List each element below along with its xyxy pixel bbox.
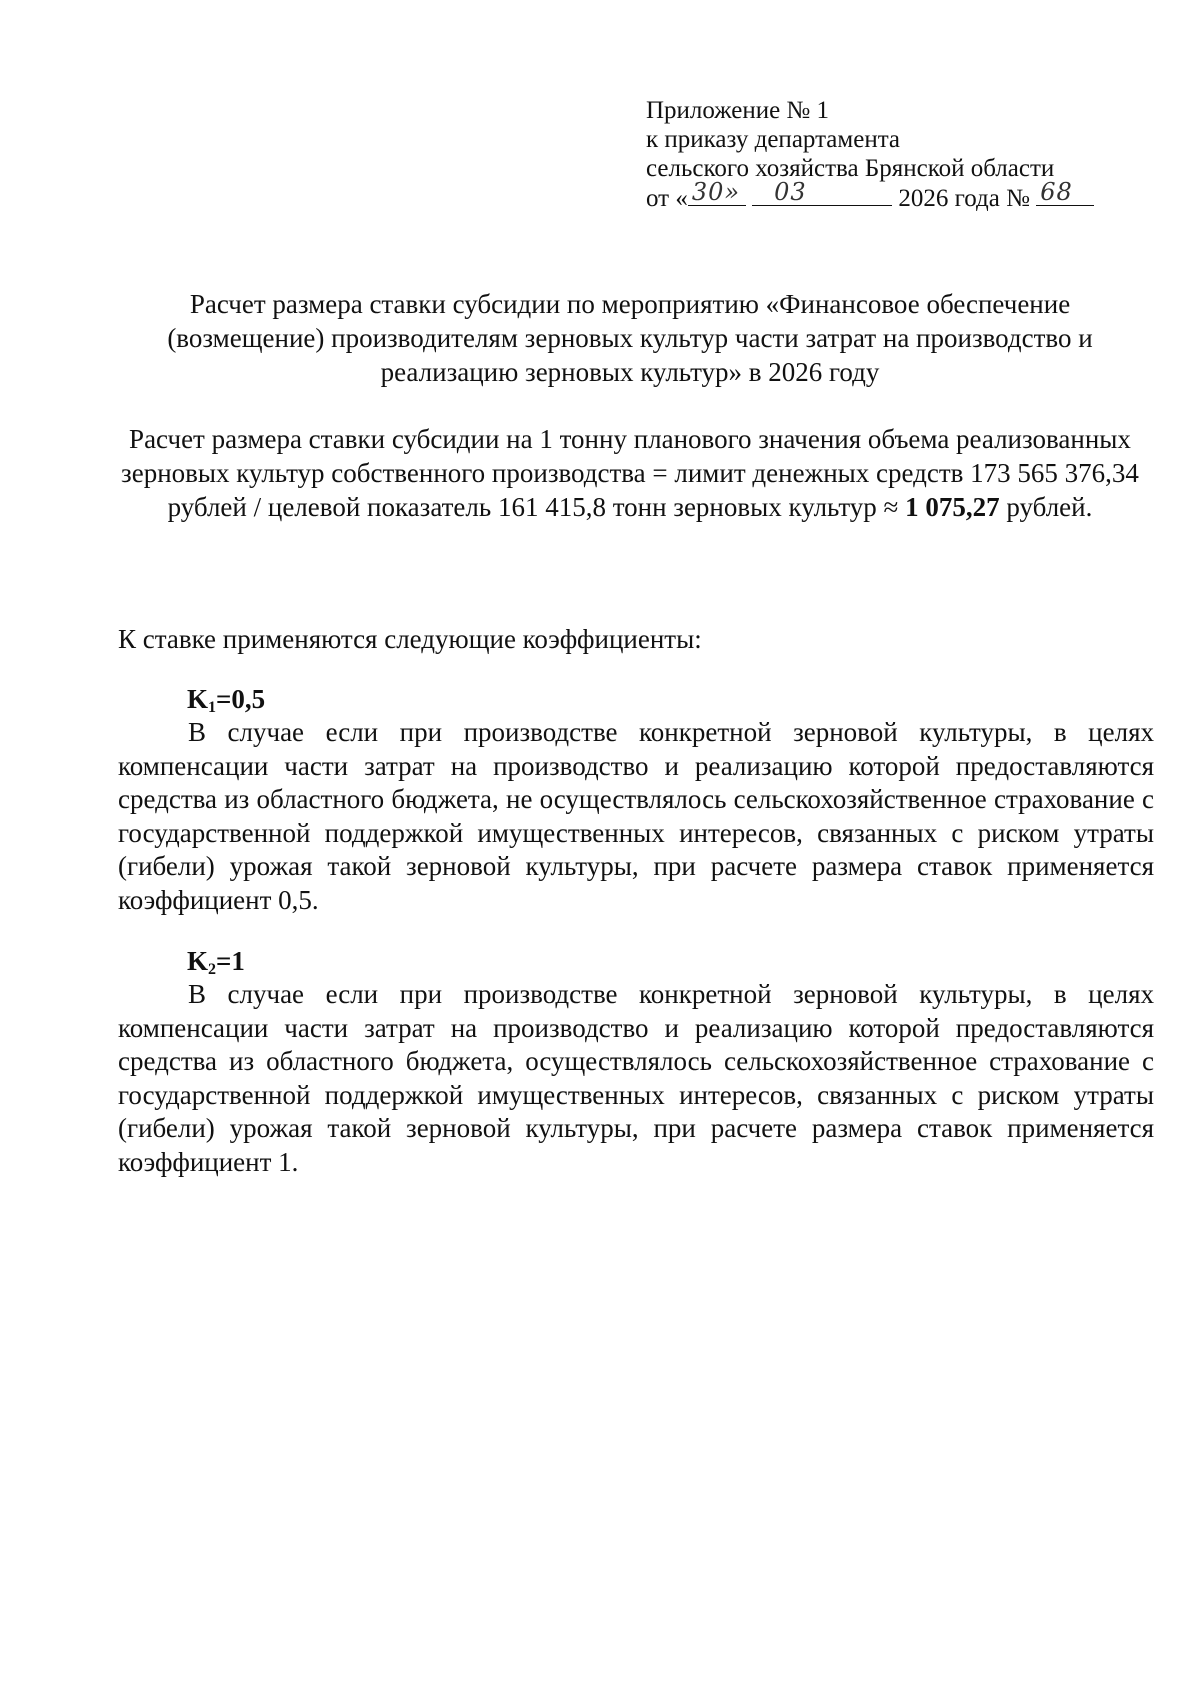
appendix-line-3: сельского хозяйства Брянской области bbox=[646, 155, 1055, 182]
coefficient-2-value: =1 bbox=[216, 946, 245, 976]
calculation-text: Расчет размера ставки субсидии на 1 тонну планового значения объема реализованных зерновых культур собственного производства = лимит денежных средств 173 565 376,34 рублей / целевой показатель 161 415,8 тонн зерновых культур bbox=[121, 424, 1139, 522]
coefficient-1-letter: K bbox=[187, 684, 209, 714]
day-handwritten: 30» bbox=[691, 178, 741, 206]
year-text: 2026 года № bbox=[898, 185, 1030, 212]
appendix-header bbox=[646, 96, 1126, 213]
number-handwritten: 68 bbox=[1040, 178, 1073, 206]
appendix-line-2: к приказу департамента bbox=[646, 126, 901, 153]
result-prefix: ≈ bbox=[883, 492, 899, 522]
number-blank bbox=[1036, 178, 1094, 206]
coefficient-1-index: 1 bbox=[208, 699, 217, 716]
coefficients-intro: К ставке применяются следующие коэффициенты: bbox=[118, 624, 702, 654]
coefficient-2-description: В случае если при производстве конкретной зерновой культуры, в целях компенсации части затрат на производство и реализацию которой предоставляются средства из областного бюджета, осуществлялось сельскохозяйственное страхование с государственной поддержкой имущественных интересов, связанных с риском утраты (гибели) урожая такой зерновой культуры, при расчете размера ставок применяется коэффициент 1. bbox=[118, 979, 1154, 1177]
coefficient-1-value: =0,5 bbox=[216, 684, 266, 714]
appendix-line-1: Приложение № 1 bbox=[646, 97, 830, 124]
coefficient-1-description: В случае если при производстве конкретной зерновой культуры, в целях компенсации части затрат на производство и реализацию которой предоставляются средства из областного бюджета, не осуществлялось сельскохозяйственное страхование с государственной поддержкой имущественных интересов, связанных с риском утраты (гибели) урожая такой зерновой культуры, при расчете размера ставок применяется коэффициент 0,5. bbox=[118, 717, 1154, 915]
appendix-date-line bbox=[646, 178, 1126, 213]
coefficient-2-index: 2 bbox=[208, 961, 217, 978]
day-blank bbox=[688, 178, 746, 206]
document-title: Расчет размера ставки субсидии по мероприятию «Финансовое обеспечение (возмещение) производителям зерновых культур части затрат на производство и реализацию зерновых культур» в 2026 году bbox=[167, 289, 1093, 387]
month-handwritten: 03 bbox=[774, 178, 807, 206]
coefficient-2-letter: K bbox=[187, 946, 209, 976]
month-blank bbox=[752, 178, 892, 206]
result-value: 1 075,27 bbox=[905, 492, 1000, 522]
result-suffix: рублей. bbox=[1006, 492, 1093, 522]
date-prefix: от « bbox=[646, 185, 688, 212]
rate-calculation bbox=[110, 422, 1150, 524]
